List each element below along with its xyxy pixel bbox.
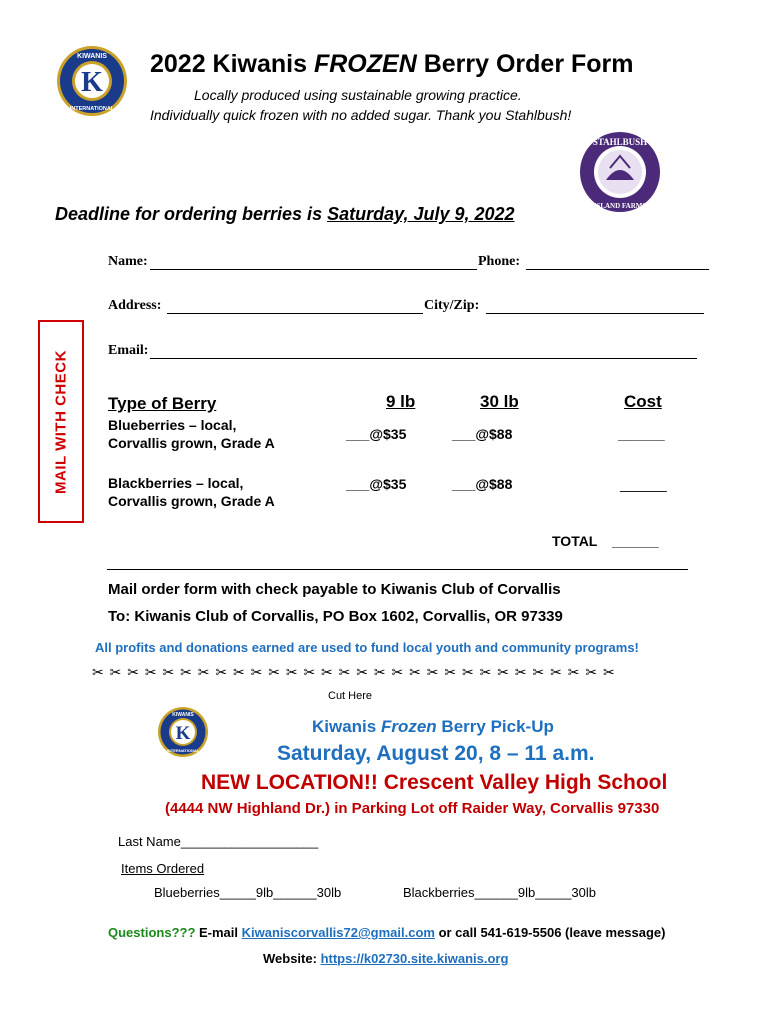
questions-label: Questions??? bbox=[108, 925, 196, 940]
total-divider bbox=[107, 569, 688, 570]
blackberries-label: Blackberries – local, Corvallis grown, Grade A bbox=[108, 475, 275, 509]
col-9lb: 9 lb bbox=[386, 392, 416, 411]
cityzip-field[interactable] bbox=[486, 313, 704, 314]
kiwanis-logo-letter: K bbox=[81, 67, 103, 98]
subtitle-2: Individually quick frozen with no added sugar. Thank you Stahlbush! bbox=[150, 107, 572, 123]
kiwanis-logo-small bbox=[157, 704, 209, 760]
blackberries-30lb-qty[interactable]: ___@$88 bbox=[452, 476, 513, 492]
blackberries-9lb-qty[interactable]: ___@$35 bbox=[346, 476, 407, 492]
contact-line: Questions??? E-mail Kiwaniscorvallis72@gmail.com or call 541-619-5506 (leave message) bbox=[108, 925, 666, 940]
total-field[interactable]: ______ bbox=[612, 533, 659, 549]
blueberries-cost[interactable]: ______ bbox=[618, 426, 665, 442]
cut-here-label: Cut Here bbox=[328, 690, 373, 702]
blueberries-label: Blueberries – local, Corvallis grown, Grade A bbox=[108, 417, 275, 451]
address-label: Address: bbox=[108, 298, 162, 313]
name-label: Name: bbox=[108, 254, 148, 269]
phone-field[interactable] bbox=[526, 269, 709, 270]
email-label: Email: bbox=[108, 343, 149, 358]
col-cost: Cost bbox=[624, 392, 662, 411]
last-name-field[interactable]: Last Name___________________ bbox=[118, 834, 319, 849]
kiwanis-small-logo-letter: K bbox=[175, 723, 191, 744]
stahlbush-logo-bottom-text: ISLAND FARMS bbox=[593, 202, 647, 210]
stahlbush-logo bbox=[578, 130, 662, 214]
pickup-location: NEW LOCATION!! Crescent Valley High School bbox=[201, 771, 668, 794]
pickup-blackberries-line[interactable]: Blackberries______9lb_____30lb bbox=[403, 885, 596, 900]
name-field[interactable] bbox=[150, 269, 477, 270]
total-label: TOTAL bbox=[552, 533, 598, 549]
col-30lb: 30 lb bbox=[480, 392, 519, 411]
website-link[interactable]: https://k02730.site.kiwanis.org bbox=[320, 951, 509, 966]
deadline-date: Saturday, July 9, 2022 bbox=[327, 204, 515, 224]
stahlbush-logo-top-text: STAHLBUSH bbox=[592, 137, 648, 147]
kiwanis-logo-top-text: KIWANIS bbox=[77, 53, 107, 60]
cityzip-label: City/Zip: bbox=[424, 298, 480, 313]
mail-with-check-label: MAIL WITH CHECK bbox=[52, 349, 70, 494]
kiwanis-small-logo-bottom-text: INTERNATIONAL bbox=[166, 748, 200, 753]
blueberries-30lb-qty[interactable]: ___@$88 bbox=[452, 426, 513, 442]
col-type-of-berry: Type of Berry bbox=[108, 394, 217, 413]
deadline-text: Deadline for ordering berries is Saturday, July 9, 2022 bbox=[55, 204, 515, 224]
email-link[interactable]: Kiwaniscorvallis72@gmail.com bbox=[241, 925, 435, 940]
profits-note: All profits and donations earned are used to fund local youth and community programs! bbox=[95, 640, 639, 655]
website-line bbox=[263, 951, 508, 966]
items-ordered-label: Items Ordered bbox=[121, 861, 205, 876]
pickup-title: Kiwanis Frozen Berry Pick-Up bbox=[312, 717, 554, 736]
subtitle-1: Locally produced using sustainable growing practice. bbox=[194, 87, 522, 103]
phone-label: Phone: bbox=[478, 254, 520, 269]
mail-with-check-box bbox=[38, 320, 84, 523]
website-label: Website: bbox=[263, 951, 317, 966]
pickup-address: (4444 NW Highland Dr.) in Parking Lot off Raider Way, Corvallis 97330 bbox=[165, 800, 660, 817]
page-title: 2022 Kiwanis FROZEN Berry Order Form bbox=[150, 50, 634, 78]
pickup-blueberries-line[interactable]: Blueberries_____9lb______30lb bbox=[154, 885, 342, 900]
pickup-date: Saturday, August 20, 8 – 11 a.m. bbox=[277, 742, 595, 765]
email-field[interactable] bbox=[150, 358, 697, 359]
blueberries-9lb-qty[interactable]: ___@$35 bbox=[346, 426, 407, 442]
mail-address: To: Kiwanis Club of Corvallis, PO Box 1602, Corvallis, OR 97339 bbox=[108, 608, 563, 625]
scissors-cut-line-icon: ✂ ✂ ✂ ✂ ✂ ✂ ✂ ✂ ✂ ✂ ✂ ✂ ✂ ✂ ✂ ✂ ✂ ✂ ✂ ✂ ✂ ✂ ✂ ✂ ✂ ✂ ✂ ✂ ✂ ✂ bbox=[92, 664, 616, 680]
kiwanis-logo-bottom-text: INTERNATIONAL bbox=[69, 106, 115, 112]
mail-instructions: Mail order form with check payable to Kiwanis Club of Corvallis bbox=[108, 581, 561, 598]
kiwanis-small-logo-top-text: KIWANIS bbox=[172, 712, 194, 718]
kiwanis-logo bbox=[55, 40, 129, 122]
address-field[interactable] bbox=[167, 313, 423, 314]
blackberries-cost[interactable]: ______ bbox=[620, 476, 667, 492]
